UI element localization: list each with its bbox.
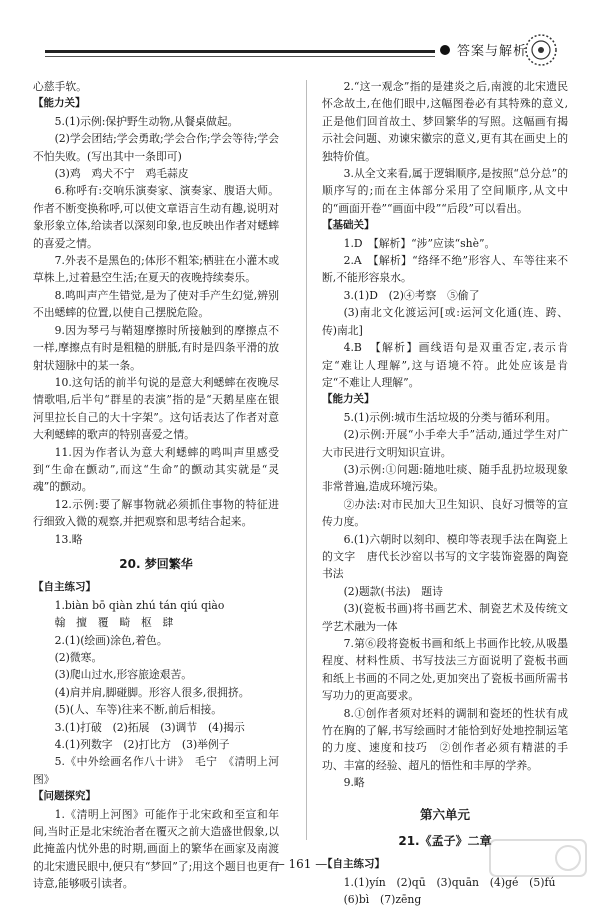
- answer-paragraph: 2.A 【解析】“络绎不绝”形容人、车等往来不断,不能形容泉水。: [322, 254, 568, 285]
- answer-paragraph: 9.因为琴弓与鞘翅摩擦时所接触到的摩擦点不一样,摩擦点有时是粗糙的胼胝,有时是四条平滑的放射状翅脉中的某一条。: [33, 323, 279, 372]
- header-title: 答案与解析: [457, 44, 528, 59]
- answer-paragraph: 4.(1)列数字 (2)打比方 (3)举例子: [54, 738, 230, 752]
- answer-paragraph: 8.鸣叫声产生错觉,是为了使对手产生幻觉,辨别不出蟋蟀的位置,以使自己摆脱危险。: [33, 288, 279, 320]
- answer-paragraph: (2)学会团结;学会勇敢;学会合作;学会等待;学会不怕失败。(写出其中一条即可): [33, 132, 279, 163]
- section-heading: 【能力关】: [322, 393, 375, 406]
- answer-paragraph: 11.因为作者认为意大利蟋蟀的鸣叫声里感受到“生命在颤动”,而这“生命”的颤动其实就是“灵魂”的颤动。: [33, 445, 279, 494]
- chapter-title: 20. 梦回繁华: [119, 556, 193, 571]
- answer-paragraph: 1.《清明上河图》可能作于北宋政和至宣和年间,当时正是北宋统治者在覆灭之前大造盛世假象,以此掩盖内忧外患的时期,画面上的繁华在画家及南渡的北宋遗民眼中,便只有“梦回”了;用这个题目也更有诗意,能够吸引读者。: [33, 807, 279, 891]
- answer-paragraph: 5.(1)示例:城市生活垃圾的分类与循环利用。: [343, 410, 557, 424]
- answer-paragraph: 3.从全文来看,属于逻辑顺序,是按照“总分总”的顺序写的;而在主体部分采用了空间顺序,从文中的“画面开卷”“画面中段”“后段”可以看出。: [322, 167, 568, 215]
- header-rule: [45, 50, 435, 53]
- answer-paragraph: 1.(1)yín (2)qū (3)quān (4)gé (5)fú: [343, 875, 556, 889]
- answer-paragraph: (3)鸡 鸡犬不宁 鸡毛蒜皮: [54, 167, 189, 181]
- answer-paragraph: 5.(1)示例:保护野生动物,从餐桌做起。: [54, 114, 239, 128]
- answer-paragraph: 2.“这一观念”指的是建炎之后,南渡的北宋遗民怀念故土,在他们眼中,这幅图卷必有其特殊的意义,正是他们回首故土、梦回繁华的写照。这幅画有揭示社会问题、劝谏宋徽宗的意义,更有其在画史上的独特价值。: [322, 80, 568, 163]
- answer-paragraph: 6.称呼有:交响乐演奏家、演奏家、腹语大师。作者不断变换称呼,可以使文章语言生动有趣,说明对象形象立体,给读者以深刻印象,也反映出作者对蟋蟀的喜爱之情。: [33, 184, 279, 250]
- answer-paragraph: (3)爬山过水,形容旅途艰苦。: [54, 668, 193, 682]
- answer-paragraph: (3)南北文化渡运河[或:运河文化通(连、跨、传)南北]: [322, 306, 568, 337]
- answer-paragraph: 3.(1)D (2)④考察 ⑤偷了: [343, 288, 480, 302]
- unit-title: 第六单元: [419, 806, 470, 822]
- section-heading: 【自主练习】: [33, 581, 96, 594]
- left-column: [33, 78, 279, 893]
- answer-paragraph: 7.第⑥段将瓷板书画和纸上书画作比较,从吸墨程度、材料性质、书写技法三方面说明了瓷板书画和纸上书画的不同之处,更加突出了瓷板书画所需书写功力的更高要求。: [322, 637, 568, 703]
- watermark-logo-icon: [488, 836, 588, 880]
- header-rule-thin: [45, 56, 435, 57]
- page-number: — 161 —: [272, 857, 328, 871]
- answer-paragraph: 7.外表不是黑色的;体形不粗笨;栖驻在小灌木或草株上,过着悬空生活;在夏天的夜晚持续奏乐。: [33, 254, 279, 285]
- answer-paragraph: 9.略: [343, 776, 365, 790]
- answer-paragraph: 12.示例:要了解事物就必须抓住事物的特征进行细致入微的观察,并把观察和思考结合起来。: [33, 497, 279, 529]
- section-heading: 【基础关】: [322, 219, 375, 232]
- answer-paragraph: (2)题款(书法) 题诗: [343, 584, 443, 598]
- answer-paragraph: 心慈手软。: [33, 80, 87, 93]
- answer-paragraph: (5)(人、车等)往来不断,前后相接。: [54, 703, 223, 717]
- bullet-dot-icon: [440, 45, 450, 55]
- answer-paragraph: 翰 擅 覆 畸 枢 肆: [54, 616, 174, 630]
- answer-paragraph: 2.(1)(绘画)涂色,着色。: [54, 633, 168, 647]
- answer-paragraph: 6.(1)六朝时以刻印、模印等表现手法在陶瓷上的文字 唐代长沙窑以书写的文字装饰瓷器的陶瓷书法: [322, 532, 568, 581]
- section-heading: 【能力关】: [33, 97, 86, 110]
- answer-paragraph: (6)bì (7)zēng: [343, 893, 422, 907]
- answer-paragraph: (2)示例:开展“小手牵大手”活动,通过学生对广大市民进行文明知识宣讲。: [322, 428, 568, 459]
- section-heading: 【问题探究】: [33, 790, 96, 803]
- answer-paragraph: 3.(1)打破 (2)拓展 (3)调节 (4)揭示: [54, 720, 245, 734]
- answer-paragraph: 1.biàn bō qiàn zhú tán qiú qiào: [54, 598, 225, 612]
- right-column: [322, 78, 568, 909]
- answer-paragraph: (4)肩并肩,脚碰脚。形容人很多,很拥挤。: [54, 685, 250, 699]
- answer-paragraph: 4.B 【解析】画线语句是双重否定,表示肯定“难让人理解”,这与语境不符。此处应该是肯定“不难让人理解”。: [322, 341, 568, 389]
- answer-paragraph: 13.略: [54, 532, 83, 546]
- answer-paragraph: (3)示例:①问题:随地吐痰、随手乱扔垃圾现象非常普遍,造成环境污染。: [322, 462, 568, 494]
- answer-paragraph: ②办法:对市民加大卫生知识、良好习惯等的宣传力度。: [322, 497, 568, 529]
- answer-paragraph: 5.《中外绘画名作八十讲》 毛宁 《清明上河图》: [33, 755, 279, 786]
- answer-paragraph: 1.D 【解析】“涉”应读“shè”。: [343, 236, 496, 250]
- answer-paragraph: (2)微寒。: [54, 651, 103, 664]
- answer-paragraph: (3)(瓷板书画)将书画艺术、制瓷艺术及传统文学艺术融为一体: [322, 602, 568, 633]
- section-heading: 【自主练习】: [322, 858, 385, 871]
- chapter-title: 21.《孟子》二章: [398, 834, 492, 849]
- answer-paragraph: 10.这句话的前半句说的是意大利蟋蟀在夜晚尽情歌唱,后半句“群星的表演”指的是“天鹅星座在银河里拉长自己的大十字架”。这句话表达了作者对意大利蟋蟀的歌声的特别喜爱之情。: [33, 375, 279, 442]
- answer-paragraph: 8.①创作者须对坯料的调制和瓷坯的性状有成竹在胸的了解,书写绘画时才能恰到好处地控制运笔的力度、速度和技巧 ②创作者必须有精湛的手功、丰富的经验、超凡的悟性和丰厚的学养。: [322, 706, 568, 772]
- page-header: [45, 38, 563, 68]
- decorative-logo-icon: [523, 32, 559, 68]
- column-divider: [306, 80, 307, 840]
